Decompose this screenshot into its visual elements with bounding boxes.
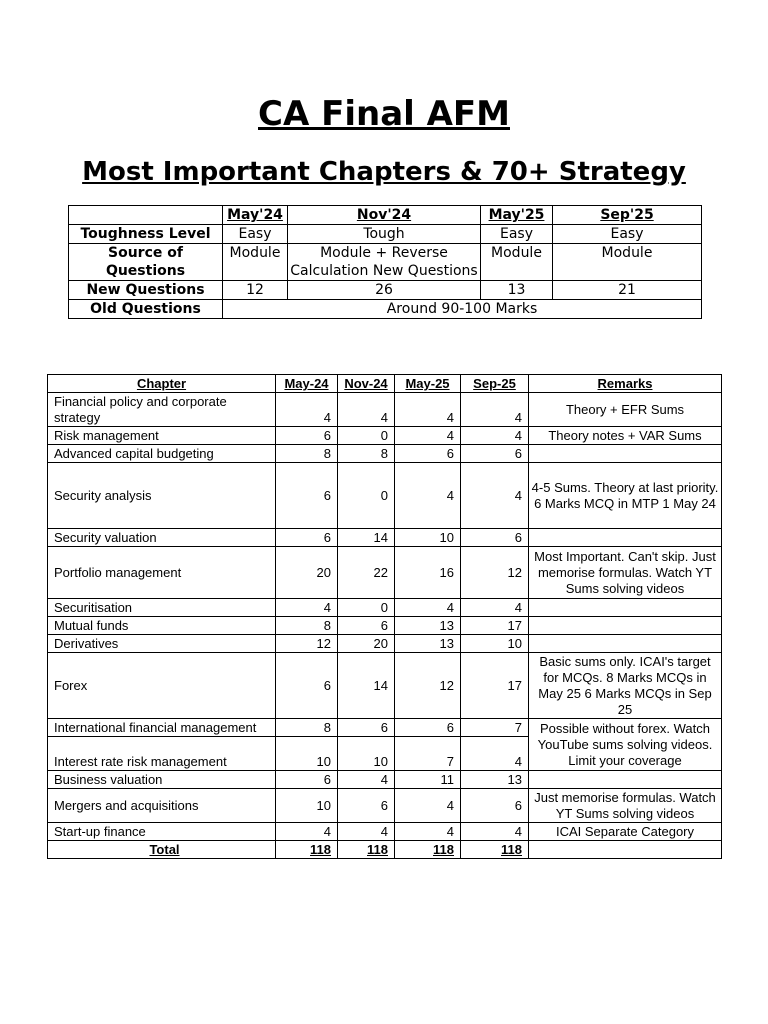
table-row (48, 427, 722, 445)
summary-row-label: Source of Questions (69, 244, 223, 281)
chapter-value: 16 (395, 547, 461, 599)
total-value: 118 (276, 841, 338, 859)
chapter-name: Business valuation (48, 771, 276, 789)
summary-cell: 13 (481, 281, 553, 300)
chapter-value: 6 (276, 529, 338, 547)
chapter-value: 6 (276, 771, 338, 789)
chapter-remark: Possible without forex. Watch YouTube sums solving videos. Limit your coverage (529, 719, 722, 771)
chapter-name: International financial management (48, 719, 276, 737)
chapter-value: 7 (395, 737, 461, 771)
chapter-value: 12 (276, 635, 338, 653)
chapter-value: 4 (395, 463, 461, 529)
summary-row (69, 244, 702, 281)
chapter-remark: 4-5 Sums. Theory at last priority. 6 Marks MCQ in MTP 1 May 24 (529, 463, 722, 529)
summary-header-cell: May'25 (481, 206, 553, 225)
chapter-value: 13 (395, 635, 461, 653)
chapters-header-cell: May-25 (395, 375, 461, 393)
table-row (48, 599, 722, 617)
summary-cell: 26 (288, 281, 481, 300)
chapter-value: 4 (395, 393, 461, 427)
chapter-remark: ICAI Separate Category (529, 823, 722, 841)
chapter-value: 14 (338, 653, 395, 719)
summary-row-label: Toughness Level (69, 225, 223, 244)
chapter-remark (529, 635, 722, 653)
summary-cell: Module (481, 244, 553, 281)
chapter-value: 6 (461, 445, 529, 463)
chapter-value: 14 (338, 529, 395, 547)
chapter-value: 0 (338, 599, 395, 617)
summary-row-label: New Questions (69, 281, 223, 300)
chapter-value: 13 (461, 771, 529, 789)
chapter-value: 10 (276, 737, 338, 771)
table-row (48, 771, 722, 789)
summary-row (69, 225, 702, 244)
chapter-name: Mergers and acquisitions (48, 789, 276, 823)
summary-cell: Easy (223, 225, 288, 244)
chapter-value: 12 (461, 547, 529, 599)
chapter-value: 4 (395, 789, 461, 823)
chapter-name: Interest rate risk management (48, 737, 276, 771)
chapter-value: 6 (395, 445, 461, 463)
chapter-value: 8 (338, 445, 395, 463)
chapter-remark (529, 599, 722, 617)
chapter-value: 17 (461, 617, 529, 635)
chapter-remark: Theory notes + VAR Sums (529, 427, 722, 445)
summary-cell: Module (223, 244, 288, 281)
summary-cell: Module + Reverse Calculation New Questions (288, 244, 481, 281)
summary-header-cell: May'24 (223, 206, 288, 225)
total-remark (529, 841, 722, 859)
chapter-name: Securitisation (48, 599, 276, 617)
chapter-name: Derivatives (48, 635, 276, 653)
chapter-value: 6 (276, 463, 338, 529)
table-row (48, 789, 722, 823)
chapter-name: Start-up finance (48, 823, 276, 841)
summary-header-cell: Sep'25 (553, 206, 702, 225)
summary-header-empty (69, 206, 223, 225)
chapter-name: Mutual funds (48, 617, 276, 635)
total-value: 118 (461, 841, 529, 859)
chapter-value: 4 (461, 463, 529, 529)
chapter-name: Security valuation (48, 529, 276, 547)
chapter-value: 4 (395, 599, 461, 617)
summary-cell: Easy (553, 225, 702, 244)
total-value: 118 (395, 841, 461, 859)
chapter-remark: Most Important. Can't skip. Just memorise formulas. Watch YT Sums solving videos (529, 547, 722, 599)
table-row (48, 653, 722, 719)
chapter-name: Risk management (48, 427, 276, 445)
chapter-value: 0 (338, 463, 395, 529)
summary-cell: 21 (553, 281, 702, 300)
chapter-remark (529, 617, 722, 635)
table-row (48, 529, 722, 547)
chapter-value: 11 (395, 771, 461, 789)
chapter-value: 6 (461, 789, 529, 823)
chapter-value: 4 (276, 393, 338, 427)
chapters-table (47, 374, 722, 859)
chapter-value: 6 (276, 653, 338, 719)
chapter-value: 4 (395, 823, 461, 841)
chapter-value: 22 (338, 547, 395, 599)
summary-cell: Easy (481, 225, 553, 244)
chapter-remark (529, 445, 722, 463)
table-row (48, 635, 722, 653)
chapter-value: 7 (461, 719, 529, 737)
summary-cell: 12 (223, 281, 288, 300)
summary-cell: Around 90-100 Marks (223, 300, 702, 319)
chapter-value: 8 (276, 445, 338, 463)
summary-header-row (69, 206, 702, 225)
summary-table (68, 205, 702, 319)
chapter-value: 10 (276, 789, 338, 823)
chapter-value: 20 (276, 547, 338, 599)
table-row (48, 547, 722, 599)
chapter-value: 4 (276, 823, 338, 841)
chapter-value: 4 (276, 599, 338, 617)
chapter-value: 6 (338, 719, 395, 737)
chapter-remark: Theory + EFR Sums (529, 393, 722, 427)
chapter-name: Advanced capital budgeting (48, 445, 276, 463)
chapter-remark (529, 771, 722, 789)
chapter-value: 6 (461, 529, 529, 547)
chapter-value: 4 (461, 427, 529, 445)
chapter-value: 4 (461, 393, 529, 427)
chapter-remark: Just memorise formulas. Watch YT Sums solving videos (529, 789, 722, 823)
chapter-value: 6 (338, 789, 395, 823)
chapters-header-cell: Remarks (529, 375, 722, 393)
chapter-value: 8 (276, 617, 338, 635)
chapters-header-cell: Sep-25 (461, 375, 529, 393)
chapter-value: 4 (461, 737, 529, 771)
chapter-value: 17 (461, 653, 529, 719)
chapter-value: 13 (395, 617, 461, 635)
summary-row-label: Old Questions (69, 300, 223, 319)
total-label: Total (48, 841, 276, 859)
chapter-value: 6 (395, 719, 461, 737)
chapter-value: 8 (276, 719, 338, 737)
page-title: CA Final AFM (258, 94, 510, 134)
chapter-value: 4 (395, 427, 461, 445)
chapter-value: 20 (338, 635, 395, 653)
table-row (48, 463, 722, 529)
chapters-header-cell: Chapter (48, 375, 276, 393)
chapter-value: 6 (276, 427, 338, 445)
table-row (48, 823, 722, 841)
page-subtitle: Most Important Chapters & 70+ Strategy (82, 157, 686, 187)
chapter-value: 4 (461, 599, 529, 617)
chapter-value: 6 (338, 617, 395, 635)
total-row (48, 841, 722, 859)
chapter-value: 12 (395, 653, 461, 719)
chapter-value: 10 (338, 737, 395, 771)
chapters-header-cell: Nov-24 (338, 375, 395, 393)
chapter-value: 10 (395, 529, 461, 547)
chapter-remark: Basic sums only. ICAI's target for MCQs. 8 Marks MCQs in May 25 6 Marks MCQs in Sep 25 (529, 653, 722, 719)
chapter-name: Security analysis (48, 463, 276, 529)
chapter-remark (529, 529, 722, 547)
chapters-header-cell: May-24 (276, 375, 338, 393)
table-row (48, 617, 722, 635)
chapter-name: Portfolio management (48, 547, 276, 599)
chapter-value: 4 (461, 823, 529, 841)
chapters-header-row (48, 375, 722, 393)
summary-row (69, 281, 702, 300)
chapter-value: 4 (338, 393, 395, 427)
chapter-value: 4 (338, 771, 395, 789)
summary-header-cell: Nov'24 (288, 206, 481, 225)
total-value: 118 (338, 841, 395, 859)
chapter-value: 0 (338, 427, 395, 445)
summary-cell: Tough (288, 225, 481, 244)
chapter-name: Financial policy and corporate strategy (48, 393, 276, 427)
chapter-value: 4 (338, 823, 395, 841)
chapter-name: Forex (48, 653, 276, 719)
chapter-value: 10 (461, 635, 529, 653)
summary-row (69, 300, 702, 319)
table-row (48, 719, 722, 737)
summary-cell: Module (553, 244, 702, 281)
table-row (48, 445, 722, 463)
table-row (48, 393, 722, 427)
